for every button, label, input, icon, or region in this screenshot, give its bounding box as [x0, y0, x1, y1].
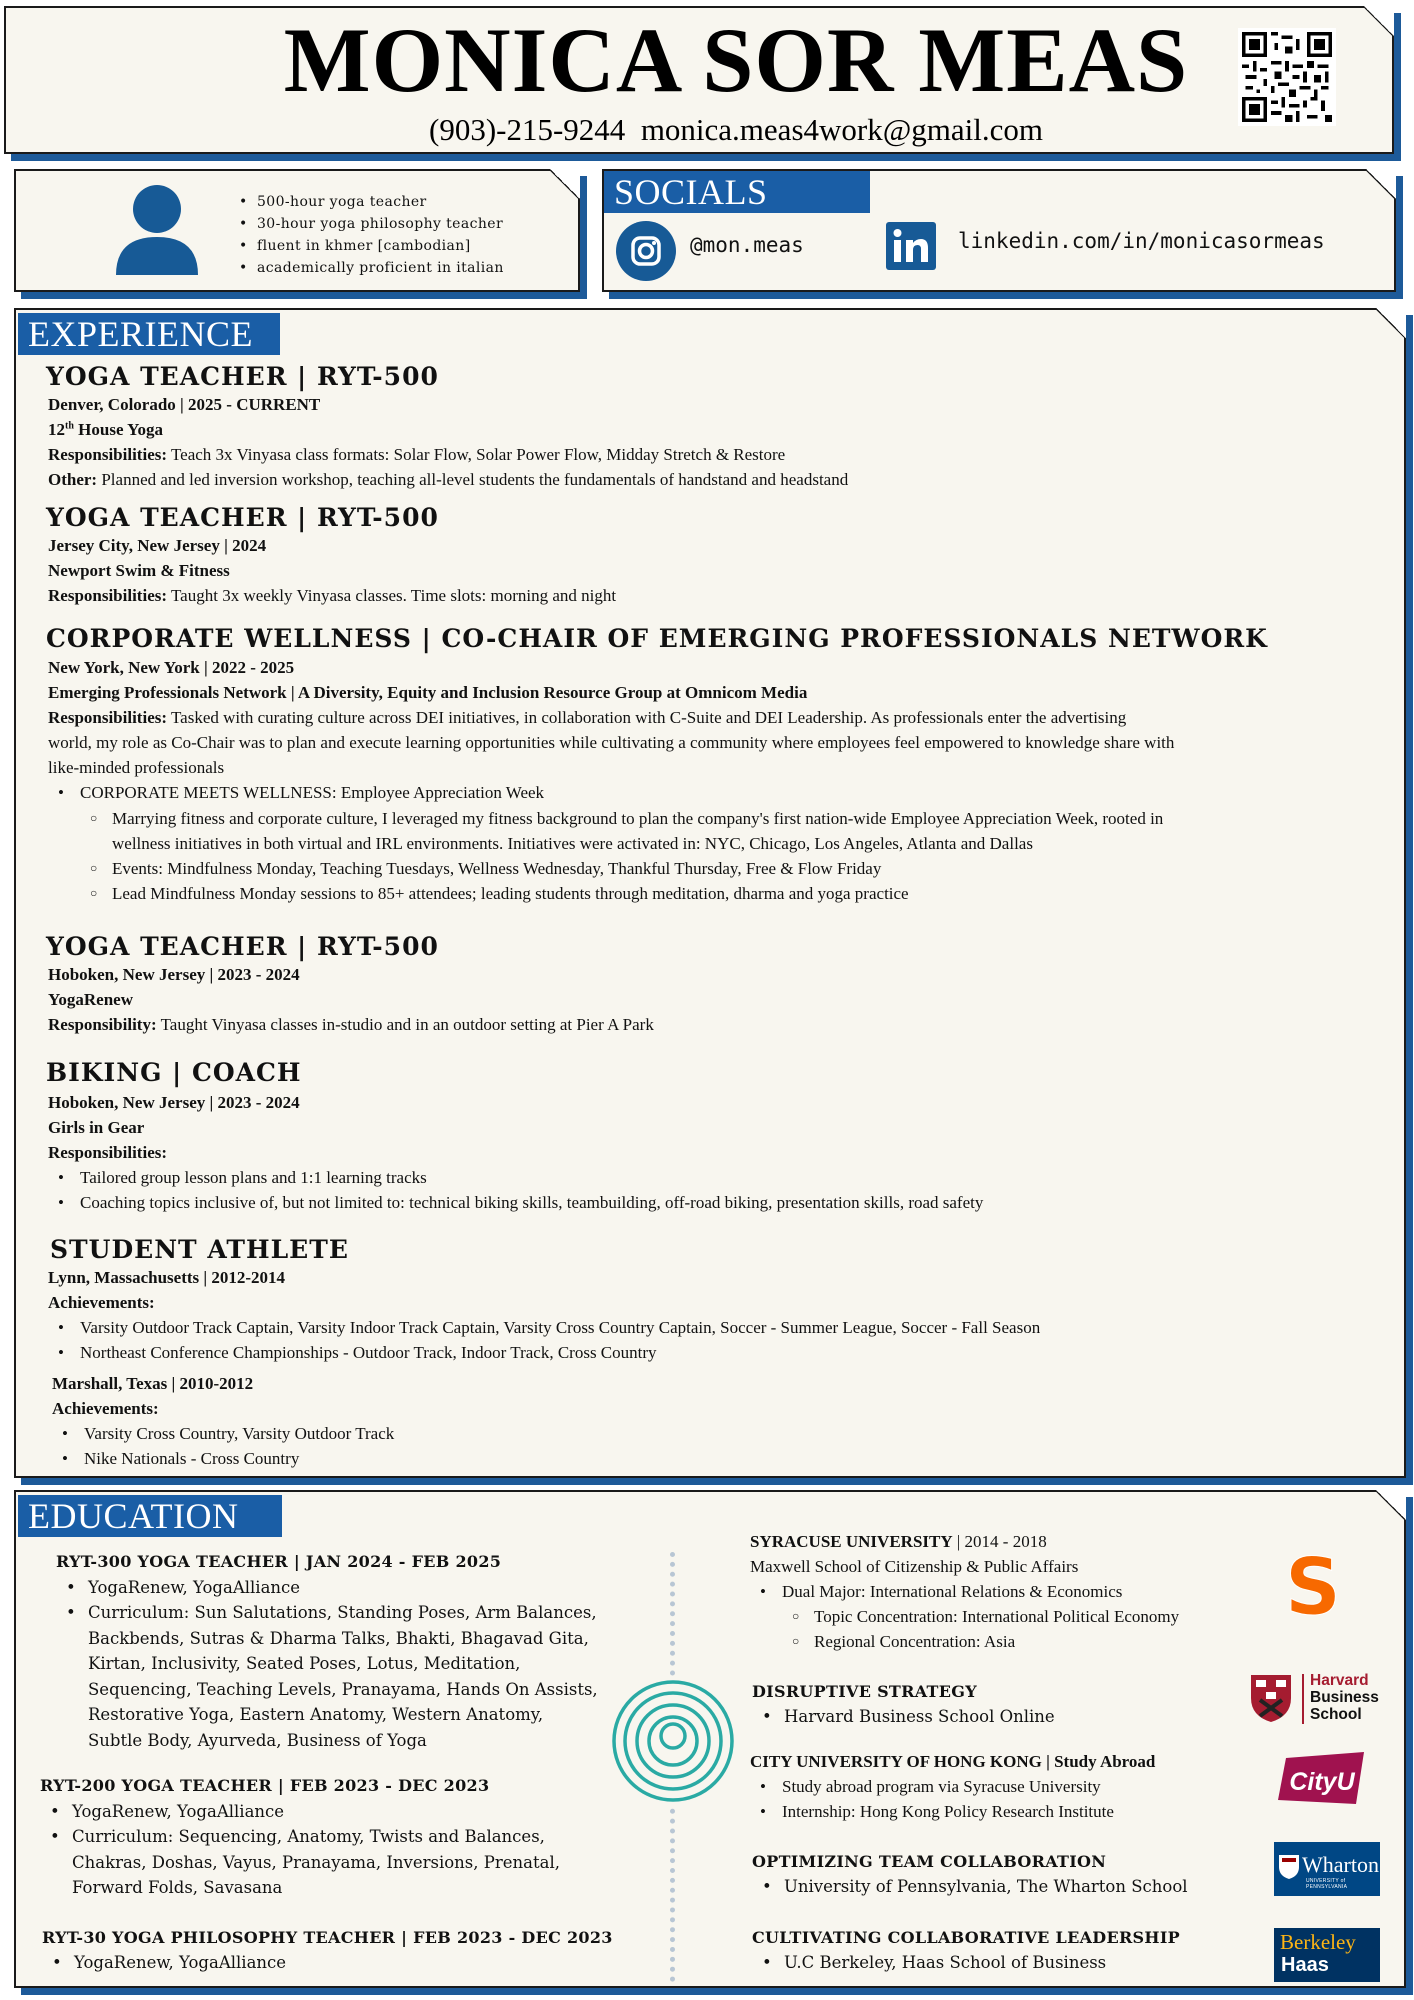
job-responsibilities-label: Responsibilities: [48, 1143, 168, 1162]
instagram-handle[interactable]: @mon.meas [690, 233, 804, 257]
education-heading: EDUCATION [18, 1495, 282, 1537]
job-title: YOGA TEACHER | RYT-500 [46, 503, 439, 532]
job-responsibilities-cont: world, my role as Co-Chair was to plan and execute learning opportunities while cultivating a community where employees feel empowered to knowledge share with [48, 733, 1175, 752]
course-title: DISRUPTIVE STRATEGY [752, 1682, 977, 1701]
socials-panel [602, 169, 1396, 292]
list-item: • Varsity Cross Country, Varsity Outdoor Track [84, 1424, 394, 1444]
job-location: Hoboken, New Jersey | 2023 - 2024 [48, 1093, 300, 1112]
list-item: • YogaRenew, YogaAlliance [74, 1950, 286, 1976]
phone-number[interactable]: (903)-215-9244 [429, 112, 626, 147]
list-item: • YogaRenew, YogaAlliance [72, 1799, 284, 1825]
achievements-label: Achievements: [48, 1293, 155, 1312]
list-item: • Harvard Business School Online [784, 1704, 1055, 1730]
linkedin-url[interactable]: linkedin.com/in/monicasormeas [958, 229, 1325, 253]
list-item: • Curriculum: Sequencing, Anatomy, Twists and Balances, Chakras, Doshas, Vayus, Pranayama, Inversions, Prenatal, Forward Folds, Savasana [72, 1824, 632, 1901]
concentric-circles-icon [610, 1678, 736, 1804]
list-item: ○ Marrying fitness and corporate culture, I leveraged my fitness background to plan the company's first nation-wide Employee Appreciation Week, rooted in [112, 809, 1163, 829]
job-location: Denver, Colorado | 2025 - CURRENT [48, 395, 321, 414]
berkeley-logo-text: Berkeley [1280, 1930, 1356, 1954]
job-title: STUDENT ATHLETE [50, 1235, 349, 1264]
candidate-name: MONICA SOR MEAS [283, 9, 1189, 111]
person-icon [116, 185, 198, 279]
experience-panel [14, 308, 1406, 1478]
cert-title: RYT-30 YOGA PHILOSOPHY TEACHER | FEB 2023 - DEC 2023 [42, 1928, 613, 1947]
job-other: Other: Planned and led inversion workshop, teaching all-level students the fundamentals of handstand and headstand [48, 470, 849, 489]
job-location: New York, New York | 2022 - 2025 [48, 658, 295, 677]
profile-panel [14, 169, 580, 292]
job-responsibilities: Responsibilities: Taught 3x weekly Vinyasa classes. Time slots: morning and night [48, 586, 617, 605]
job-title: BIKING | COACH [46, 1058, 302, 1087]
svg-text:CityU: CityU [1289, 1768, 1355, 1796]
job-responsibilities: Responsibilities: Tasked with curating culture across DEI initiatives, in collaboration with C-Suite and DEI Leadership. As professionals enter the advertising [48, 708, 1127, 727]
list-item-cont: wellness initiatives in both virtual and IRL environments. Initiatives were activated in: NYC, Chicago, Los Angeles, Atlanta and Dallas [112, 834, 1033, 853]
qr-code-icon[interactable] [1238, 28, 1336, 126]
job-organization: 12th House Yoga [48, 420, 164, 439]
page-fold-corner [1376, 308, 1406, 338]
list-item: • YogaRenew, YogaAlliance [88, 1575, 300, 1601]
job-location: Marshall, Texas | 2010-2012 [52, 1374, 254, 1393]
job-location: Jersey City, New Jersey | 2024 [48, 536, 267, 555]
header-panel [4, 6, 1394, 154]
list-item: • Northeast Conference Championships - Outdoor Track, Indoor Track, Cross Country [80, 1343, 657, 1363]
list-item: • academically proficient in italian [239, 260, 504, 276]
linkedin-icon[interactable] [886, 222, 936, 270]
course-title: CULTIVATING COLLABORATIVE LEADERSHIP [752, 1928, 1180, 1947]
wharton-logo-text: Wharton [1302, 1852, 1379, 1877]
list-item: • Dual Major: International Relations & Economics [782, 1582, 1122, 1602]
page-fold-corner [1366, 169, 1396, 199]
instagram-icon[interactable] [616, 221, 676, 281]
list-item: • 30-hour yoga philosophy teacher [239, 216, 504, 232]
job-title: YOGA TEACHER | RYT-500 [46, 932, 439, 961]
harvard-business-school-logo [1248, 1672, 1398, 1726]
haas-logo-text: Haas [1281, 1954, 1329, 1976]
school-title: SYRACUSE UNIVERSITY | 2014 - 2018 [750, 1532, 1047, 1551]
page-fold-corner [1376, 1490, 1406, 1520]
cert-title: RYT-200 YOGA TEACHER | FEB 2023 - DEC 2023 [40, 1776, 490, 1795]
school-subtitle: Maxwell School of Citizenship & Public Affairs [750, 1557, 1079, 1576]
course-title: CITY UNIVERSITY OF HONG KONG | Study Abroad [750, 1752, 1156, 1771]
syracuse-logo [1284, 1548, 1342, 1622]
list-item: • Coaching topics inclusive of, but not limited to: technical biking skills, teambuilding, off-road biking, presentation skills, road safety [80, 1193, 983, 1213]
list-item: • fluent in khmer [cambodian] [239, 238, 471, 254]
wharton-logo [1274, 1842, 1380, 1896]
job-location: Hoboken, New Jersey | 2023 - 2024 [48, 965, 300, 984]
list-item: • 500-hour yoga teacher [239, 194, 427, 210]
job-organization: Emerging Professionals Network | A Diversity, Equity and Inclusion Resource Group at Omnicom Media [48, 683, 808, 702]
svg-text:S: S [1284, 1548, 1342, 1622]
list-item: • Study abroad program via Syracuse University [782, 1777, 1101, 1797]
page-fold-corner [550, 169, 580, 199]
list-item: • Internship: Hong Kong Policy Research Institute [782, 1802, 1114, 1822]
contact-line [6, 112, 1414, 148]
course-title: OPTIMIZING TEAM COLLABORATION [752, 1852, 1107, 1871]
list-item: • CORPORATE MEETS WELLNESS: Employee Appreciation Week [80, 783, 544, 803]
job-responsibilities: Responsibilities: Teach 3x Vinyasa class formats: Solar Flow, Solar Power Flow, Midday Stretch & Restore [48, 445, 786, 464]
job-responsibilities: Responsibility: Taught Vinyasa classes in-studio and in an outdoor setting at Pier A Park [48, 1015, 654, 1034]
profile-highlights [239, 191, 504, 279]
list-item: • Tailored group lesson plans and 1:1 learning tracks [80, 1168, 427, 1188]
list-item: • Nike Nationals - Cross Country [84, 1449, 299, 1469]
experience-heading: EXPERIENCE [18, 313, 280, 355]
wharton-logo-sub: UNIVERSITY of PENNSYLVANIA [1306, 1878, 1348, 1890]
job-organization: Girls in Gear [48, 1118, 145, 1137]
job-title: YOGA TEACHER | RYT-500 [46, 362, 439, 391]
cert-title: RYT-300 YOGA TEACHER | JAN 2024 - FEB 2025 [56, 1552, 502, 1571]
harvard-logo-divider [1302, 1674, 1304, 1724]
list-item: • Curriculum: Sun Salutations, Standing Poses, Arm Balances, Backbends, Sutras & Dharma Talks, Bhakti, Bhagavad Gita, Kirtan, Inclusivity, Seated Poses, Lotus, Meditation, Sequencing, Teaching Levels, Pranayama, Hands On Assists, Restorative Yoga, Eastern Anatomy, Western Anatomy, Subtle Body, Ayurveda, Business of Yoga [88, 1600, 648, 1753]
email-address[interactable]: monica.meas4work@gmail.com [640, 112, 1043, 147]
list-item: ○ Regional Concentration: Asia [814, 1632, 1015, 1652]
achievements-label: Achievements: [52, 1399, 159, 1418]
harvard-logo-text: Harvard Business School [1310, 1672, 1379, 1723]
list-item: • Varsity Outdoor Track Captain, Varsity Indoor Track Captain, Varsity Cross Country Captain, Soccer - Summer League, Soccer - Fall Season [80, 1318, 1040, 1338]
job-organization: YogaRenew [48, 990, 133, 1009]
education-panel [14, 1490, 1406, 1988]
job-title: CORPORATE WELLNESS | CO-CHAIR OF EMERGING PROFESSIONALS NETWORK [46, 624, 1268, 653]
list-item: ○ Lead Mindfulness Monday sessions to 85+ attendees; leading students through meditation, dharma and yoga practice [112, 884, 909, 904]
job-organization: Newport Swim & Fitness [48, 561, 230, 580]
job-location: Lynn, Massachusetts | 2012-2014 [48, 1268, 286, 1287]
berkeley-haas-logo [1274, 1928, 1380, 1982]
list-item: ○ Topic Concentration: International Political Economy [814, 1607, 1179, 1627]
socials-heading: SOCIALS [604, 171, 870, 213]
job-responsibilities-cont: like-minded professionals [48, 758, 225, 777]
list-item: • U.C Berkeley, Haas School of Business [784, 1950, 1106, 1976]
cityu-logo [1276, 1750, 1370, 1808]
list-item: • University of Pennsylvania, The Wharton School [784, 1874, 1188, 1900]
list-item: ○ Events: Mindfulness Monday, Teaching Tuesdays, Wellness Wednesday, Thankful Thursday, Free & Flow Friday [112, 859, 881, 879]
